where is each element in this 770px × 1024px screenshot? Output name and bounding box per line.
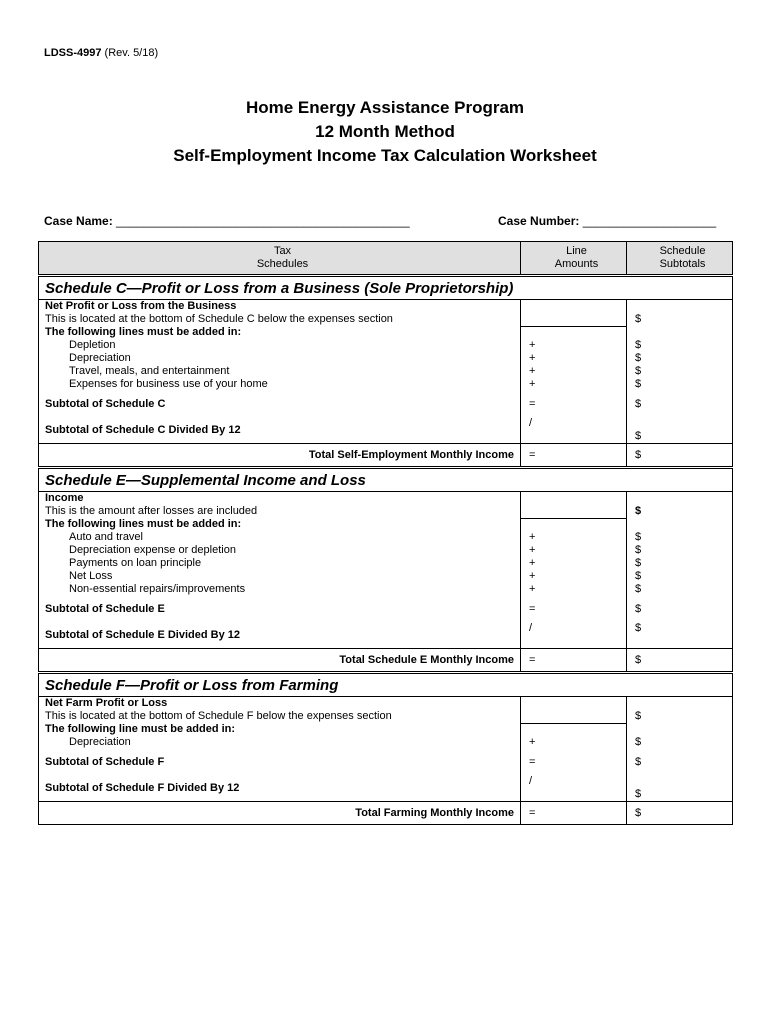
schedule-c-heading: Schedule C—Profit or Loss from a Business (Sole Proprietorship): [39, 276, 733, 300]
schedule-e-item: Net Loss + $: [39, 570, 733, 583]
page-title: [0, 96, 770, 168]
title-line-3: Self-Employment Income Tax Calculation Worksheet: [173, 146, 597, 165]
net-title: Net Farm Profit or Loss: [45, 697, 168, 709]
header-line-amounts: Line Amounts: [521, 242, 627, 276]
schedule-c-added-row: The following lines must be added in:: [39, 326, 733, 339]
form-revision: (Rev. 5/18): [104, 47, 159, 59]
schedule-e-item: Payments on loan principle + $: [39, 557, 733, 570]
case-number-blank[interactable]: ____________________: [582, 214, 717, 228]
schedule-c-item: Depreciation + $: [39, 352, 733, 365]
subtotal-cell[interactable]: $: [627, 492, 733, 519]
schedule-c-subtotal-row: Subtotal of Schedule C = $: [39, 391, 733, 417]
schedule-c-item: Travel, meals, and entertainment + $: [39, 365, 733, 378]
schedule-e-item: Depreciation expense or depletion + $: [39, 544, 733, 557]
schedule-f-net-row: [39, 697, 733, 724]
subtotal-cell[interactable]: $: [627, 300, 733, 327]
form-code: LDSS-4997: [44, 47, 102, 59]
net-desc: This is located at the bottom of Schedule C below the expenses section: [45, 313, 393, 325]
schedule-c-item: Expenses for business use of your home + $: [39, 378, 733, 391]
line-amount-cell[interactable]: [521, 492, 627, 519]
schedule-e-item: Non-essential repairs/improvements + $: [39, 583, 733, 596]
schedule-e-total-row: Total Schedule E Monthly Income = $: [39, 649, 733, 673]
case-number-field[interactable]: [498, 214, 716, 228]
header-schedule-subtotals: Schedule Subtotals: [627, 242, 733, 276]
form-number: [44, 47, 158, 59]
net-desc: This is the amount after losses are included: [45, 505, 258, 517]
line-amount-cell[interactable]: [521, 697, 627, 724]
header-tax-schedules: Tax Schedules: [39, 242, 521, 276]
schedule-e-subtotal-row: Subtotal of Schedule E = $: [39, 596, 733, 622]
case-name-field[interactable]: [44, 214, 410, 228]
title-line-1: Home Energy Assistance Program: [245, 98, 525, 117]
schedule-e-added-row: The following lines must be added in:: [39, 518, 733, 531]
header-row: [39, 242, 733, 276]
worksheet-table: [38, 241, 733, 825]
case-name-blank[interactable]: ____________________________________________: [116, 214, 410, 228]
net-title: Income: [45, 492, 84, 504]
schedule-f-total-row: Total Farming Monthly Income = $: [39, 802, 733, 825]
schedule-e-net-row: [39, 492, 733, 519]
schedule-f-added-row: The following line must be added in:: [39, 723, 733, 736]
schedule-e-item: Auto and travel + $: [39, 531, 733, 544]
schedule-f-heading: Schedule F—Profit or Loss from Farming: [39, 673, 733, 697]
schedule-e-heading: Schedule E—Supplemental Income and Loss: [39, 468, 733, 492]
case-name-label: Case Name:: [44, 214, 113, 228]
schedule-c-total-row: Total Self-Employment Monthly Income = $: [39, 444, 733, 468]
net-title: Net Profit or Loss from the Business: [45, 300, 237, 312]
schedule-f-subtotal-row: Subtotal of Schedule F = $: [39, 749, 733, 775]
schedule-f-item: Depreciation + $: [39, 736, 733, 749]
schedule-c-item: Depletion + $: [39, 339, 733, 352]
schedule-c-divided-row: Subtotal of Schedule C Divided By 12 / $: [39, 417, 733, 444]
schedule-f-divided-row: Subtotal of Schedule F Divided By 12 / $: [39, 775, 733, 802]
schedule-c-net-row: [39, 300, 733, 327]
net-desc: This is located at the bottom of Schedule F below the expenses section: [45, 710, 392, 722]
schedule-e-divided-row: Subtotal of Schedule E Divided By 12 / $: [39, 622, 733, 649]
line-amount-cell[interactable]: [521, 300, 627, 327]
case-number-label: Case Number:: [498, 214, 580, 228]
subtotal-cell[interactable]: $: [627, 697, 733, 724]
title-line-2: 12 Month Method: [315, 122, 455, 141]
